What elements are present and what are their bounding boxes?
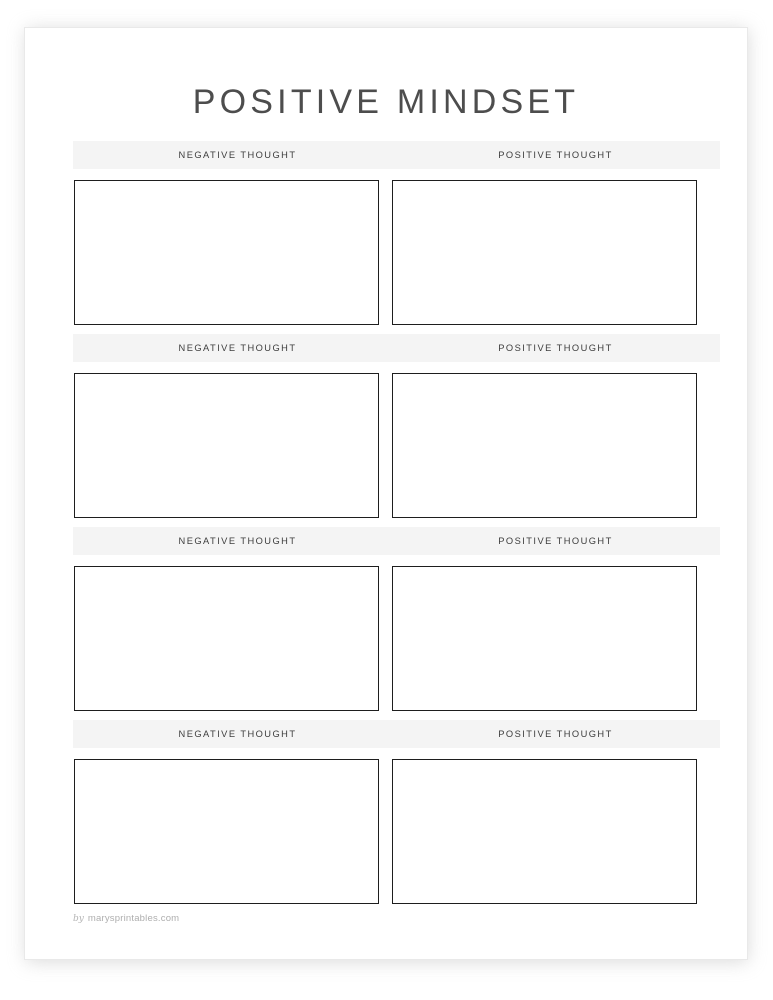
footer-by-label: by [73,914,84,924]
cell-header-label: NEGATIVE THOUGHT [178,343,297,353]
negative-thought-header-1 [73,141,402,169]
positive-thought-input-2[interactable] [392,373,697,518]
negative-thought-input-3[interactable] [74,566,379,711]
positive-thought-cell-3 [391,527,720,711]
positive-thought-input-3[interactable] [392,566,697,711]
negative-thought-input-2[interactable] [74,373,379,518]
positive-thought-header-4 [391,720,720,748]
negative-thought-cell-2 [73,334,402,518]
worksheet-row [25,141,747,334]
cell-header-label: NEGATIVE THOUGHT [178,729,297,739]
negative-thought-header-2 [73,334,402,362]
negative-thought-input-4[interactable] [74,759,379,904]
positive-thought-input-1[interactable] [392,180,697,325]
positive-thought-cell-2 [391,334,720,518]
negative-thought-header-4 [73,720,402,748]
positive-thought-cell-4 [391,720,720,904]
negative-thought-cell-4 [73,720,402,904]
cell-header-label: NEGATIVE THOUGHT [178,536,297,546]
cell-header-label: POSITIVE THOUGHT [498,729,613,739]
worksheet-row [25,334,747,527]
cell-header-label: POSITIVE THOUGHT [498,343,613,353]
cell-header-label: NEGATIVE THOUGHT [178,150,297,160]
positive-thought-header-3 [391,527,720,555]
cell-header-label: POSITIVE THOUGHT [498,536,613,546]
positive-thought-cell-1 [391,141,720,325]
positive-thought-header-1 [391,141,720,169]
worksheet-grid [25,141,747,913]
worksheet-row [25,720,747,913]
negative-thought-cell-1 [73,141,402,325]
positive-thought-header-2 [391,334,720,362]
footer-watermark [73,913,179,924]
worksheet-row [25,527,747,720]
footer-site-label: marysprintables.com [87,913,180,924]
negative-thought-header-3 [73,527,402,555]
negative-thought-cell-3 [73,527,402,711]
cell-header-label: POSITIVE THOUGHT [498,150,613,160]
positive-thought-input-4[interactable] [392,759,697,904]
page-title: POSITIVE MINDSET [192,83,580,121]
printable-page [24,27,748,960]
negative-thought-input-1[interactable] [74,180,379,325]
